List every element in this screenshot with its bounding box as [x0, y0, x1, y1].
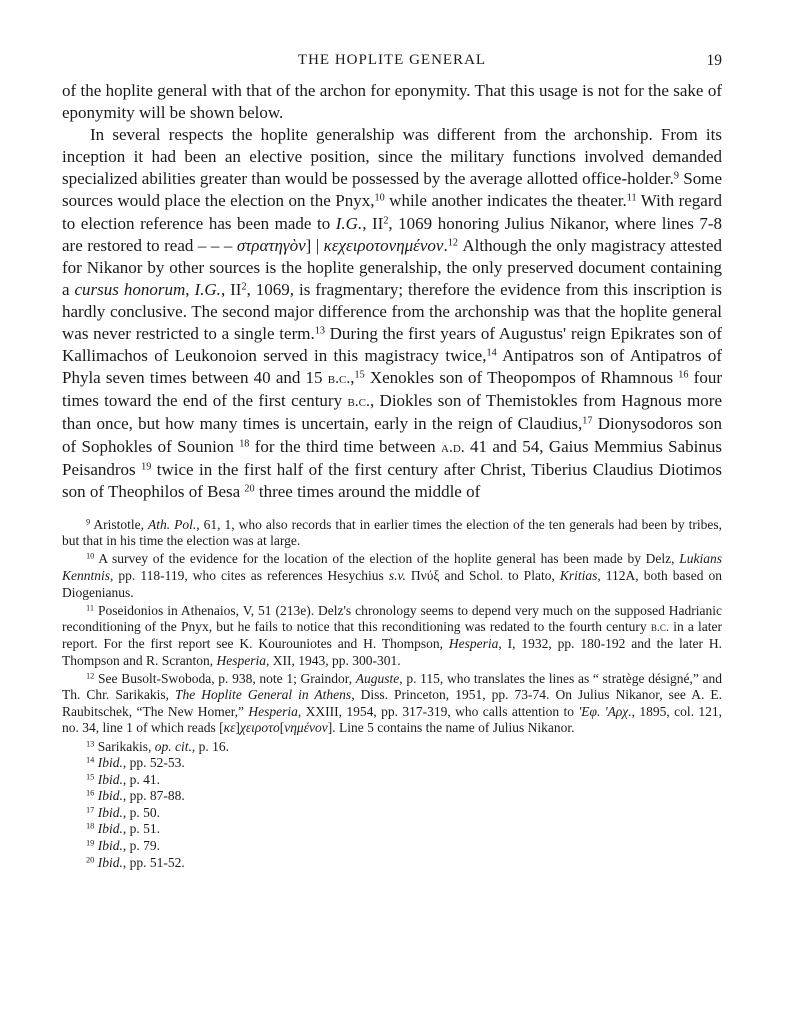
footnote: $^{20}$ Ibid., pp. 51-52. — [86, 854, 185, 870]
footnote: $^{19}$ Ibid., p. 79. — [86, 838, 160, 854]
footnote: $^{17}$ Ibid., p. 50. — [86, 804, 160, 820]
paragraph-main: In several respects the hoplite generalship was different from the archonship. From its inception it had been an elective position, since the military functions involved demanded specialized abilities greater than would be possessed by the average allotted office-holder.$^9$ Some sources would place the election on the Pnyx,$^{10}$ while another indicates the theater.$^{11}$ With regard to election reference has been made to I.G., $II^2$, 1069 honoring Julius Nikanor, where lines 7-8 are restored to read – – – στρατηγὸν] | κεχειροτονημένον.$^{12}$ Although the only magistracy attested for Nikanor by other sources is the hoplite generalship, the only preserved document containing a cursus honorum, I.G., $II^2$, 1069, is fragmentary; therefore the evidence from this inscription is hardly conclusive. The second major difference from the archonship was that the hoplite general was never restricted to a single term.$^{13}$ During the first years of Augustus' reign Epikrates son of Kallimachos of Leukonoion served in this magistracy twice,$^{14}$ Antipatros son of Antipatros of Phyla seven times between 40 and 15 b.c.,$^{15}$ Xenokles son of Theopompos of Rhamnous $^{16}$ four times toward the end of the first century b.c., Diokles son of Themistokles from Hagnous more than once, but how many times is uncertain, early in the reign of Claudius,$^{17}$ Dionysodoros son of Sophokles of Sounion $^{18}$ for the third time between a.d. 41 and 54, Gaius Memmius Sabinus Peisandros $^{19}$ twice in the first half of the first century after Christ, Tiberius Claudius Diotimos son of Theophilos of Besa $^{20}$ three times around the middle of — [62, 125, 723, 501]
footnote: $^{10}$ A survey of the evidence for the location of the election of the hoplite general has been made by Delz, Lukians Kenntnis, pp. 118-119, who cites as references Hesychius s.v. Πνύξ and Schol. to Plato, Kritias, 112A, both based on Diogenianus. — [62, 551, 722, 600]
footnote: $^{15}$ Ibid., p. 41. — [86, 771, 160, 787]
page — [62, 48, 722, 871]
running-head: THE HOPLITE GENERAL — [297, 52, 487, 68]
footnotes — [62, 517, 722, 871]
footnote: $^{16}$ Ibid., pp. 87-88. — [86, 788, 185, 804]
footnote: $^{12}$ See Busolt-Swoboda, p. 938, note 1; Graindor, Auguste, p. 115, who translates the lines as “ stratège désigné,” and Th. Chr. Sarikakis, The Hoplite General in Athens, Diss. Princeton, 1951, pp. 73-74. On Julius Nikanor, see A. E. Raubitschek, “The New Homer,” Hesperia, XXIII, 1954, pp. 317-319, who calls attention to 'Εφ. 'Αρχ., 1895, col. 121, no. 34, line 1 of which reads [κε]χειροτο[νημένον]. Line 5 contains the name of Julius Nikanor. — [62, 670, 723, 736]
footnote: $^{11}$ Poseidonios in Athenaios, V, 51 (213e). Delz's chronology seems to depend very much on the supposed Hadrianic reconditioning of the Pnyx, but he fails to notice that this reconditioning was redated to the fourth century b.c. in a later report. For the first report see K. Kourouniotes and H. Thompson, Hesperia, I, 1932, pp. 180-192 and the later H. Thompson and R. Scranton, Hesperia, XII, 1943, pp. 300-301. — [62, 602, 722, 668]
body-text — [62, 80, 722, 503]
footnote: $^9$ Aristotle, Ath. Pol., 61, 1, who also records that in earlier times the election of the ten generals had been by tribes, but that in his time the election was at large. — [62, 516, 722, 549]
paragraph-continuation: of the hoplite general with that of the archon for eponymity. That this usage is not for the sake of eponymity will be shown below. — [62, 81, 722, 123]
footnote: $^{14}$ Ibid., pp. 52-53. — [86, 755, 185, 771]
page-header — [62, 48, 722, 72]
footnote: $^{13}$ Sarikakis, op. cit., p. 16. — [86, 738, 229, 754]
page-number: 19 — [706, 52, 722, 69]
footnote: $^{18}$ Ibid., p. 51. — [86, 821, 160, 837]
